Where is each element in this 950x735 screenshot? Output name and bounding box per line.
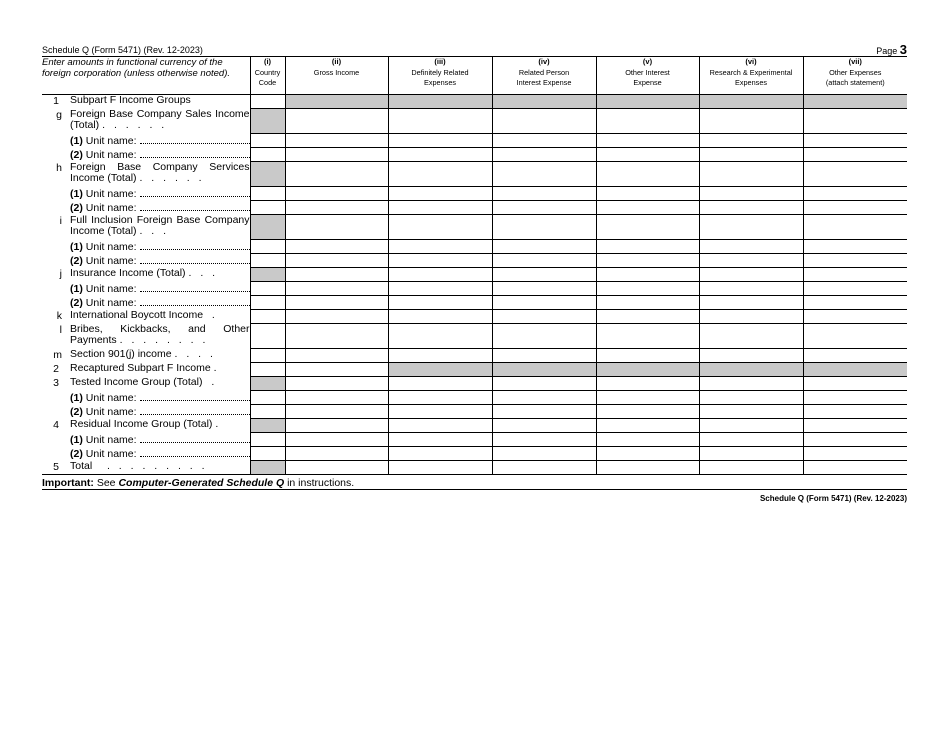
amount-cell[interactable]: [388, 324, 492, 349]
related-person-interest-input[interactable]: [492, 109, 596, 134]
row-label: Recaptured Subpart F Income .: [70, 361, 220, 374]
amount-cell[interactable]: [285, 215, 388, 240]
instructions-reference: Computer-Generated Schedule Q: [118, 477, 285, 489]
row-letter: l: [59, 323, 62, 336]
shaded-cell: [596, 95, 699, 109]
col-related-person-interest: (iv) Related Person Interest Expense: [492, 57, 596, 95]
amount-cell[interactable]: [388, 187, 492, 201]
amount-cell[interactable]: [803, 296, 907, 310]
amount-cell[interactable]: [285, 310, 388, 324]
amount-cell[interactable]: [803, 461, 907, 475]
col-other-interest-expense: (v) Other Interest Expense: [596, 57, 699, 95]
amount-cell[interactable]: [803, 447, 907, 461]
unit-name-input[interactable]: [140, 134, 250, 144]
amount-cell[interactable]: [492, 405, 596, 419]
amount-cell[interactable]: [492, 324, 596, 349]
amount-cell[interactable]: [699, 201, 803, 215]
amount-cell[interactable]: [388, 254, 492, 268]
amount-cell[interactable]: [285, 268, 388, 282]
amount-cell[interactable]: [285, 447, 388, 461]
amount-cell[interactable]: [492, 254, 596, 268]
amount-cell[interactable]: [388, 268, 492, 282]
amount-cell[interactable]: [285, 148, 388, 162]
amount-cell[interactable]: [285, 282, 388, 296]
country-code-input[interactable]: [250, 134, 285, 148]
amount-cell[interactable]: [699, 377, 803, 391]
amount-cell[interactable]: [388, 282, 492, 296]
row-2-recaptured: [42, 363, 907, 377]
cell: [250, 95, 285, 109]
amount-cell[interactable]: [699, 162, 803, 187]
amount-cell[interactable]: [492, 240, 596, 254]
definitely-related-input[interactable]: [388, 109, 492, 134]
row-l-bribes: [42, 324, 907, 349]
amount-cell[interactable]: [699, 461, 803, 475]
row-3-unit-1: (1) Unit name:: [42, 391, 907, 405]
amount-cell[interactable]: [388, 349, 492, 363]
amount-cell[interactable]: [699, 310, 803, 324]
shaded-cell: [250, 268, 285, 282]
amount-cell[interactable]: [388, 240, 492, 254]
form-footer-id: Schedule Q (Form 5471) (Rev. 12-2023): [759, 494, 907, 503]
research-experimental-input[interactable]: [699, 109, 803, 134]
amount-cell[interactable]: [596, 433, 699, 447]
amount-cell[interactable]: [388, 201, 492, 215]
row-letter: k: [56, 309, 62, 322]
amount-cell[interactable]: [388, 296, 492, 310]
amount-cell[interactable]: [596, 240, 699, 254]
amount-cell[interactable]: [285, 201, 388, 215]
amount-cell[interactable]: [388, 148, 492, 162]
row-label: Residual Income Group (Total) .: [70, 417, 222, 430]
shaded-cell: [388, 95, 492, 109]
row-3-unit-2: (2) Unit name:: [42, 405, 907, 419]
country-code-input[interactable]: [250, 148, 285, 162]
amount-cell[interactable]: [699, 391, 803, 405]
amount-cell[interactable]: [596, 447, 699, 461]
amount-cell[interactable]: [492, 215, 596, 240]
amounts-instruction: Enter amounts in functional currency of the foreign corporation (unless otherwise noted).: [42, 57, 250, 95]
country-code-input[interactable]: [250, 296, 285, 310]
row-j-unit-2: (2) Unit name:: [42, 296, 907, 310]
amount-cell[interactable]: [492, 148, 596, 162]
schedule-q-table: [42, 56, 907, 475]
row-letter: h: [56, 161, 62, 174]
country-code-input[interactable]: [250, 187, 285, 201]
amount-cell[interactable]: [492, 162, 596, 187]
unit-name-input[interactable]: [140, 433, 250, 443]
amount-cell[interactable]: [699, 405, 803, 419]
row-4-residual-income: [42, 419, 907, 433]
amount-cell[interactable]: [492, 419, 596, 433]
row-4-unit-1: (1) Unit name:: [42, 433, 907, 447]
shaded-cell: [285, 95, 388, 109]
amount-cell[interactable]: [699, 349, 803, 363]
row-label: Bribes, Kickbacks, and Other Payments . . . . . . . .: [70, 322, 250, 346]
row-label: Foreign Base Company Services Income (Total) . . . . . .: [70, 160, 250, 184]
amount-cell[interactable]: [285, 461, 388, 475]
amount-cell[interactable]: [596, 349, 699, 363]
country-code-input[interactable]: [250, 240, 285, 254]
schedule-q-page: [42, 42, 907, 503]
country-code-input[interactable]: [250, 201, 285, 215]
amount-cell[interactable]: [285, 187, 388, 201]
row-h-unit-2: (2) Unit name:: [42, 201, 907, 215]
row-i-unit-2: (2) Unit name:: [42, 254, 907, 268]
row-letter: i: [59, 214, 62, 227]
amount-cell[interactable]: [596, 201, 699, 215]
shaded-cell: [388, 363, 492, 377]
amount-cell[interactable]: [699, 148, 803, 162]
amount-cell[interactable]: [596, 187, 699, 201]
amount-cell[interactable]: [699, 215, 803, 240]
shaded-cell: [596, 363, 699, 377]
amount-cell[interactable]: [285, 254, 388, 268]
amount-cell[interactable]: [803, 162, 907, 187]
row-i-unit-1: (1) Unit name:: [42, 240, 907, 254]
amount-cell[interactable]: [492, 268, 596, 282]
row-label: Section 901(j) income . . . .: [70, 347, 216, 360]
row-label: Foreign Base Company Sales Income (Total) . . . . . .: [70, 107, 250, 131]
page-number: 3: [899, 42, 907, 57]
unit-name-input[interactable]: [140, 240, 250, 250]
amount-cell[interactable]: [596, 296, 699, 310]
row-h-fbc-services: [42, 162, 907, 187]
col-other-expenses: (vii) Other Expenses (attach statement): [803, 57, 907, 95]
amount-cell[interactable]: [803, 433, 907, 447]
row-1-subpart-f-groups: [42, 95, 907, 109]
amount-cell[interactable]: [596, 162, 699, 187]
row-h-unit-1: (1) Unit name:: [42, 187, 907, 201]
amount-cell[interactable]: [596, 215, 699, 240]
shaded-cell: [492, 363, 596, 377]
amount-cell[interactable]: [388, 461, 492, 475]
amount-cell[interactable]: [388, 215, 492, 240]
country-code-input[interactable]: [250, 310, 285, 324]
unit-name-input[interactable]: [140, 201, 250, 211]
country-code-input[interactable]: [250, 405, 285, 419]
amount-cell[interactable]: [596, 391, 699, 405]
amount-cell[interactable]: [285, 433, 388, 447]
amount-cell[interactable]: [285, 377, 388, 391]
other-interest-input[interactable]: [596, 109, 699, 134]
amount-cell[interactable]: [803, 254, 907, 268]
amount-cell[interactable]: [803, 201, 907, 215]
amount-cell[interactable]: [803, 349, 907, 363]
amount-cell[interactable]: [388, 391, 492, 405]
column-header-row: [42, 57, 907, 95]
amount-cell[interactable]: [492, 201, 596, 215]
col-gross-income: (ii) Gross Income: [285, 57, 388, 95]
amount-cell[interactable]: [285, 162, 388, 187]
unit-name-input[interactable]: [140, 391, 250, 401]
amount-cell[interactable]: [803, 405, 907, 419]
amount-cell[interactable]: [699, 134, 803, 148]
amount-cell[interactable]: [596, 282, 699, 296]
shaded-cell: [250, 419, 285, 433]
amount-cell[interactable]: [596, 148, 699, 162]
amount-cell[interactable]: [388, 134, 492, 148]
amount-cell[interactable]: [285, 240, 388, 254]
amount-cell[interactable]: [596, 268, 699, 282]
row-m-901j: [42, 349, 907, 363]
page-label: Page: [876, 46, 898, 56]
amount-cell[interactable]: [803, 324, 907, 349]
amount-cell[interactable]: [285, 349, 388, 363]
row-letter: m: [53, 348, 62, 361]
country-code-input[interactable]: [250, 391, 285, 405]
amount-cell[interactable]: [803, 282, 907, 296]
amount-cell[interactable]: [699, 240, 803, 254]
amount-cell[interactable]: [492, 310, 596, 324]
amount-cell[interactable]: [803, 215, 907, 240]
row-j-insurance: [42, 268, 907, 282]
amount-cell[interactable]: [803, 240, 907, 254]
amount-cell[interactable]: [699, 447, 803, 461]
country-code-input[interactable]: [250, 254, 285, 268]
amount-cell[interactable]: [699, 187, 803, 201]
row-label: Insurance Income (Total) . . .: [70, 266, 219, 279]
amount-cell[interactable]: [285, 419, 388, 433]
amount-cell[interactable]: [699, 254, 803, 268]
amount-cell[interactable]: [803, 268, 907, 282]
unit-name-input[interactable]: [140, 282, 250, 292]
amount-cell[interactable]: [492, 377, 596, 391]
shaded-cell: [699, 95, 803, 109]
important-note: Important: See Computer-Generated Schedule Q in instructions.: [42, 475, 907, 490]
row-g-unit-1: (1) Unit name:: [42, 134, 907, 148]
col-country-code: (i) Country Code: [250, 57, 285, 95]
unit-name-input[interactable]: [140, 148, 250, 158]
shaded-cell: [250, 377, 285, 391]
amount-cell[interactable]: [803, 134, 907, 148]
row-number: 4: [53, 418, 59, 431]
amount-cell[interactable]: [596, 324, 699, 349]
country-code-input[interactable]: [250, 282, 285, 296]
amount-cell[interactable]: [803, 310, 907, 324]
amount-cell[interactable]: [388, 405, 492, 419]
amount-cell[interactable]: [285, 324, 388, 349]
row-number: 2: [53, 362, 59, 375]
row-5-total: [42, 461, 907, 475]
row-3-tested-income: [42, 377, 907, 391]
shaded-cell: [803, 363, 907, 377]
amount-cell[interactable]: [596, 134, 699, 148]
row-label: Tested Income Group (Total) .: [70, 375, 218, 388]
amount-cell[interactable]: [699, 324, 803, 349]
amount-cell[interactable]: [492, 349, 596, 363]
row-k-boycott: [42, 310, 907, 324]
form-title: Schedule Q (Form 5471) (Rev. 12-2023): [42, 45, 203, 55]
country-code-input[interactable]: [250, 363, 285, 377]
shaded-cell: [250, 215, 285, 240]
amount-cell[interactable]: [285, 134, 388, 148]
country-code-input[interactable]: [250, 349, 285, 363]
row-letter: j: [59, 267, 62, 280]
country-code-input: [250, 109, 285, 134]
col-research-experimental: (vi) Research & Experimental Expenses: [699, 57, 803, 95]
amount-cell[interactable]: [285, 405, 388, 419]
unit-name-input[interactable]: [140, 254, 250, 264]
shaded-cell: [250, 162, 285, 187]
shaded-cell: [699, 363, 803, 377]
row-g-fbc-sales: [42, 109, 907, 134]
amount-cell[interactable]: [285, 296, 388, 310]
row-number: 1: [53, 95, 59, 107]
amount-cell[interactable]: [803, 187, 907, 201]
amount-cell[interactable]: [596, 377, 699, 391]
row-letter: g: [56, 108, 62, 121]
amount-cell[interactable]: [492, 461, 596, 475]
amount-cell[interactable]: [285, 391, 388, 405]
amount-cell[interactable]: [803, 148, 907, 162]
amount-cell[interactable]: [596, 461, 699, 475]
amount-cell[interactable]: [596, 310, 699, 324]
amount-cell[interactable]: [803, 419, 907, 433]
amount-cell[interactable]: [699, 419, 803, 433]
country-code-input[interactable]: [250, 433, 285, 447]
amount-cell[interactable]: [596, 419, 699, 433]
amount-cell[interactable]: [699, 296, 803, 310]
amount-cell[interactable]: [803, 391, 907, 405]
row-label: Total . . . . . . . . .: [70, 459, 208, 472]
amount-cell[interactable]: [492, 391, 596, 405]
amount-cell[interactable]: [492, 447, 596, 461]
unit-name-input[interactable]: [140, 296, 250, 306]
shaded-cell: [492, 95, 596, 109]
amount-cell[interactable]: [492, 187, 596, 201]
row-number: 3: [53, 376, 59, 389]
amount-cell[interactable]: [492, 282, 596, 296]
amount-cell[interactable]: [388, 419, 492, 433]
amount-cell[interactable]: [803, 377, 907, 391]
page-header: [42, 42, 907, 56]
amount-cell[interactable]: [492, 433, 596, 447]
row-i-full-inclusion: [42, 215, 907, 240]
page-number-block: [876, 42, 907, 57]
other-expenses-input[interactable]: [803, 109, 907, 134]
amount-cell[interactable]: [492, 134, 596, 148]
row-g-unit-2: (2) Unit name:: [42, 148, 907, 162]
amount-cell[interactable]: [699, 433, 803, 447]
unit-name-input[interactable]: [140, 405, 250, 415]
col-definitely-related-expenses: (iii) Definitely Related Expenses: [388, 57, 492, 95]
amount-cell[interactable]: [596, 254, 699, 268]
amount-cell[interactable]: [388, 162, 492, 187]
amount-cell[interactable]: [596, 405, 699, 419]
amount-cell[interactable]: [388, 447, 492, 461]
amount-cell[interactable]: [699, 282, 803, 296]
shaded-cell: [803, 95, 907, 109]
row-4-unit-2: (2) Unit name:: [42, 447, 907, 461]
amount-cell[interactable]: [388, 433, 492, 447]
country-code-input[interactable]: [250, 324, 285, 349]
amount-cell[interactable]: [492, 296, 596, 310]
unit-name-input[interactable]: [140, 447, 250, 457]
amount-cell[interactable]: [388, 377, 492, 391]
amount-cell[interactable]: [285, 363, 388, 377]
row-label: International Boycott Income .: [70, 308, 218, 321]
country-code-input[interactable]: [250, 447, 285, 461]
row-j-unit-1: (1) Unit name:: [42, 282, 907, 296]
unit-name-input[interactable]: [140, 187, 250, 197]
shaded-cell: [250, 461, 285, 475]
amount-cell[interactable]: [699, 268, 803, 282]
row-label: Full Inclusion Foreign Base Company Income (Total) . . .: [70, 213, 250, 237]
gross-income-input[interactable]: [285, 109, 388, 134]
row-number: 5: [53, 460, 59, 473]
amount-cell[interactable]: [388, 310, 492, 324]
row-label: Subpart F Income Groups: [70, 94, 191, 106]
